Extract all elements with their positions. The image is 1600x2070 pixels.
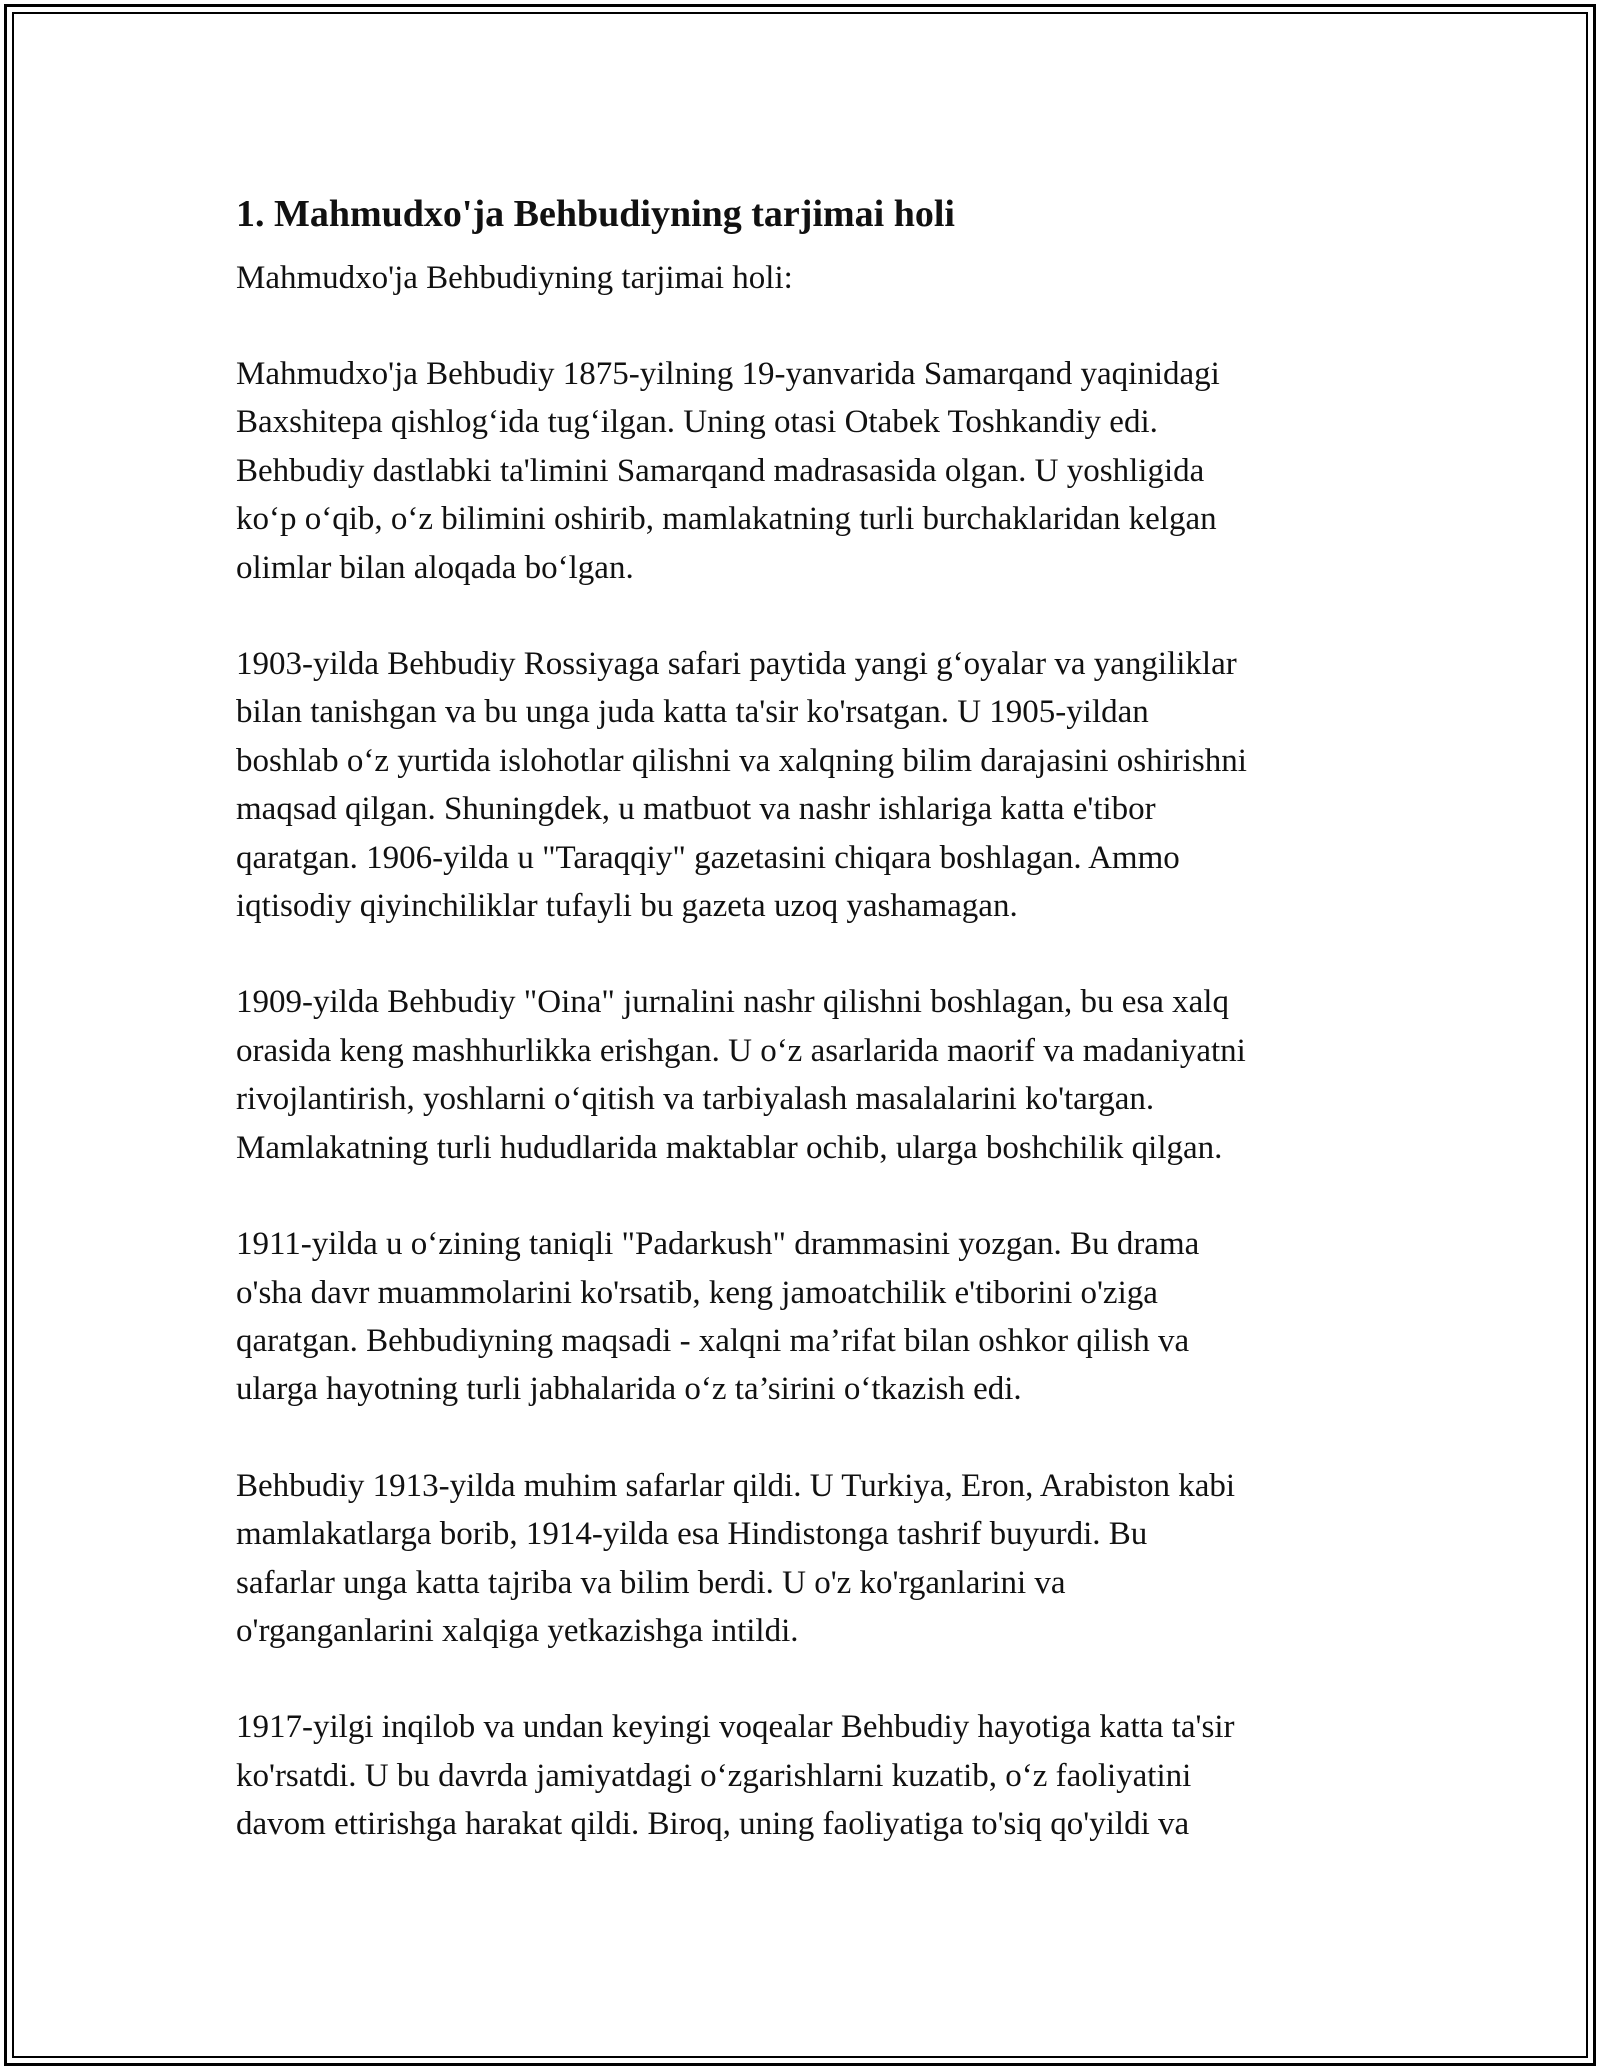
paragraph-biography-1911: 1911-yilda u o‘zining taniqli "Padarkush" drammasini yozgan. Bu drama o'sha davr muammolarini ko'rsatib, keng jamoatchilik e'tiborini o'ziga qaratgan. Behbudiyning maqsadi - xalqni ma’rifat bilan oshkor qilish va ularga hayotning turli jabhalarida o‘z ta’sirini o‘tkazish edi. bbox=[236, 1226, 1200, 1408]
paragraph-biography-1917: 1917-yilgi inqilob va undan keyingi voqealar Behbudiy hayotiga katta ta'sir ko'rsatdi. U bu davrda jamiyatdagi o‘zgarishlarni kuzatib, o‘z faoliyatini davom ettirishga harakat qildi. Biroq, uning faoliyatiga to'siq qo'yildi va bbox=[236, 1709, 1235, 1843]
paragraph-biography-1909: 1909-yilda Behbudiy "Oina" jurnalini nashr qilishni boshlagan, bu esa xalq orasida keng mashhurlikka erishgan. U o‘z asarlarida maorif va madaniyatni rivojlantirish, yoshlarni o‘qitish va tarbiyalash masalalarini ko'targan. Mamlakatning turli hududlarida maktablar ochib, ularga boshchilik qilgan. bbox=[236, 984, 1246, 1166]
paragraph-biography-1903: 1903-yilda Behbudiy Rossiyaga safari paytida yangi g‘oyalar va yangiliklar bilan tanishgan va bu unga juda katta ta'sir ko'rsatgan. U 1905-yildan boshlab o‘z yurtida islohotlar qilishni va xalqning bilim darajasini oshirishni maqsad qilgan. Shuningdek, u matbuot va nashr ishlariga katta e'tibor qaratgan. 1906-yilda u "Taraqqiy" gazetasini chiqara boshlagan. Ammo iqtisodiy qiyinchiliklar tufayli bu gazeta uzoq yashamagan. bbox=[236, 646, 1247, 925]
document-subtitle: Mahmudxo'ja Behbudiyning tarjimai holi: bbox=[236, 260, 793, 296]
document-body bbox=[236, 186, 1376, 1849]
document-title: 1. Mahmudxo'ja Behbudiyning tarjimai holi bbox=[236, 193, 955, 235]
paragraph-biography-birth: Mahmudxo'ja Behbudiy 1875-yilning 19-yanvarida Samarqand yaqinidagi Baxshitepa qishlog‘ida tug‘ilgan. Uning otasi Otabek Toshkandiy edi. Behbudiy dastlabki ta'limini Samarqand madrasasida olgan. U yoshligida ko‘p o‘qib, o‘z bilimini oshirib, mamlakatning turli burchaklaridan kelgan olimlar bilan aloqada bo‘lgan. bbox=[236, 356, 1220, 586]
paragraph-biography-1913: Behbudiy 1913-yilda muhim safarlar qildi. U Turkiya, Eron, Arabiston kabi mamlakatlarga borib, 1914-yilda esa Hindistonga tashrif buyurdi. Bu safarlar unga katta tajriba va bilim berdi. U o'z ko'rganlarini va o'rganganlarini xalqiga yetkazishga intildi. bbox=[236, 1467, 1236, 1649]
